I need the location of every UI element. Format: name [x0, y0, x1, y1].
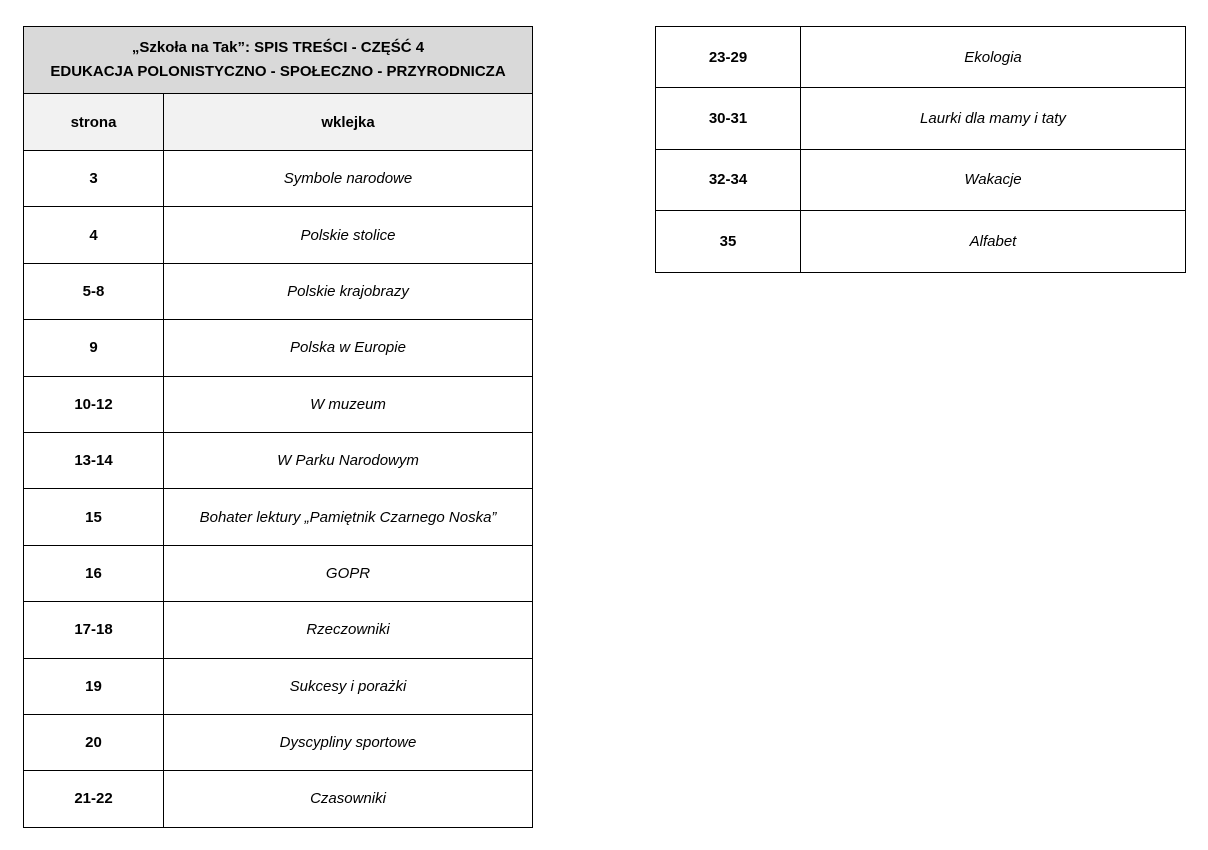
- table-row: [24, 771, 533, 827]
- header-item: wklejka: [164, 94, 533, 151]
- table-row: [24, 376, 533, 432]
- page-number: 9: [24, 320, 164, 376]
- page-number: 16: [24, 545, 164, 601]
- header-page: strona: [24, 94, 164, 151]
- table-row: [656, 88, 1186, 149]
- page-number: 19: [24, 658, 164, 714]
- table-row: [656, 27, 1186, 88]
- page-number: 15: [24, 489, 164, 545]
- sticker-title: Bohater lektury „Pamiętnik Czarnego Noska”: [164, 489, 533, 545]
- sticker-title: Symbole narodowe: [164, 151, 533, 207]
- page-number: 3: [24, 151, 164, 207]
- sticker-title: Polska w Europie: [164, 320, 533, 376]
- toc-table-right: [655, 26, 1186, 273]
- sticker-title: Laurki dla mamy i taty: [801, 88, 1186, 149]
- page-number: 17-18: [24, 602, 164, 658]
- page-number: 13-14: [24, 432, 164, 488]
- sticker-title: Polskie stolice: [164, 207, 533, 263]
- sticker-title: Rzeczowniki: [164, 602, 533, 658]
- table-row: [24, 714, 533, 770]
- table-row: [24, 432, 533, 488]
- sticker-title: Czasowniki: [164, 771, 533, 827]
- table-row: [24, 263, 533, 319]
- toc-title-line1: „Szkoła na Tak”: SPIS TREŚCI - CZĘŚĆ 4: [131, 39, 425, 56]
- sticker-title: Dyscypliny sportowe: [164, 714, 533, 770]
- page-number: 10-12: [24, 376, 164, 432]
- sticker-title: Sukcesy i porażki: [164, 658, 533, 714]
- table-row: [24, 658, 533, 714]
- toc-table-left: [23, 26, 533, 828]
- sticker-title: Polskie krajobrazy: [164, 263, 533, 319]
- page-number: 4: [24, 207, 164, 263]
- sticker-title: GOPR: [164, 545, 533, 601]
- page-number: 21-22: [24, 771, 164, 827]
- table-row: [24, 151, 533, 207]
- page-number: 35: [656, 211, 801, 272]
- table-row: [656, 149, 1186, 210]
- table-row: [656, 211, 1186, 272]
- page-number: 30-31: [656, 88, 801, 149]
- table-row: [24, 320, 533, 376]
- page-number: 23-29: [656, 27, 801, 88]
- sticker-title: W muzeum: [164, 376, 533, 432]
- toc-title-line2: EDUKACJA POLONISTYCZNO - SPOŁECZNO - PRZYRODNICZA: [50, 63, 506, 80]
- table-row: [24, 545, 533, 601]
- page-number: 20: [24, 714, 164, 770]
- sticker-title: Ekologia: [801, 27, 1186, 88]
- sticker-title: Wakacje: [801, 149, 1186, 210]
- table-row: [24, 489, 533, 545]
- sticker-title: W Parku Narodowym: [164, 432, 533, 488]
- page-number: 5-8: [24, 263, 164, 319]
- table-row: [24, 207, 533, 263]
- table-row: [24, 602, 533, 658]
- page-number: 32-34: [656, 149, 801, 210]
- toc-title: [24, 27, 533, 94]
- sticker-title: Alfabet: [801, 211, 1186, 272]
